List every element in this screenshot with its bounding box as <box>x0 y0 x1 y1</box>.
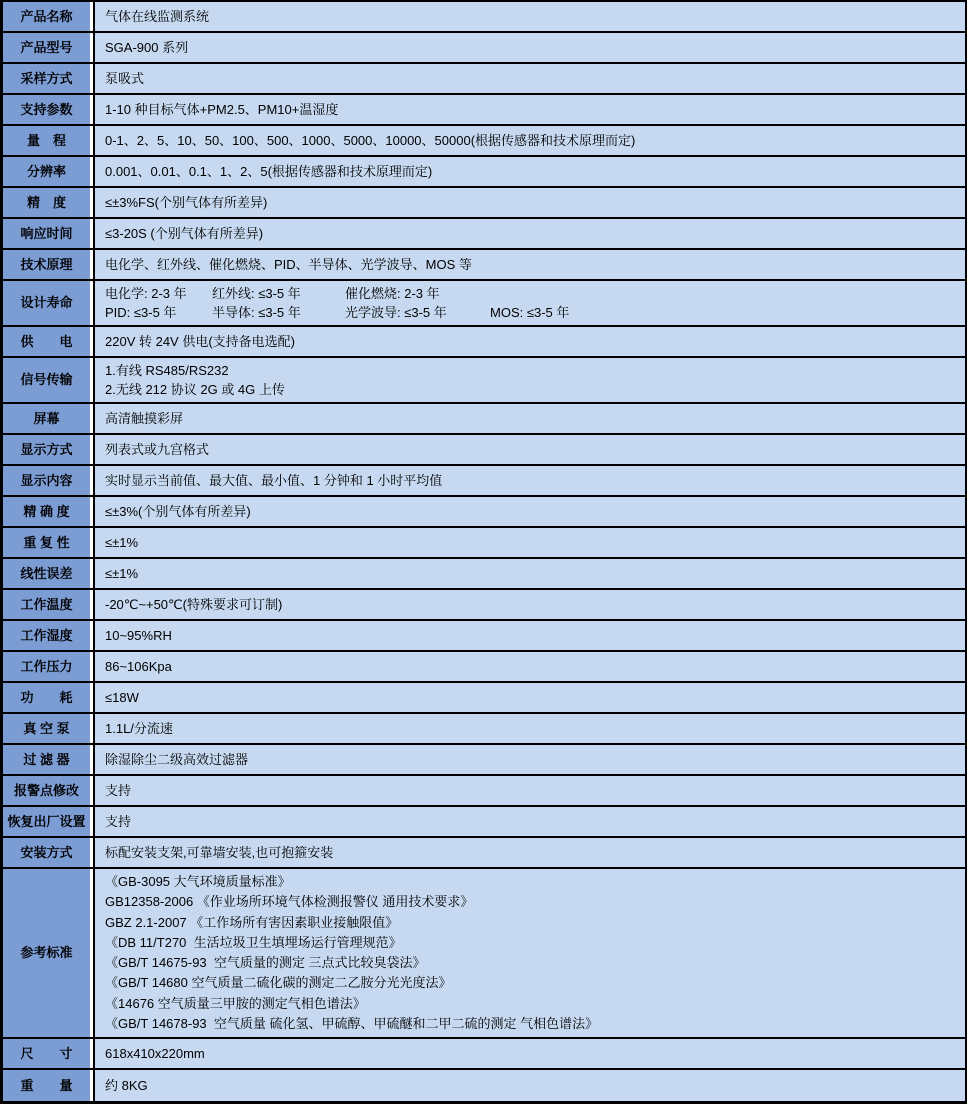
row-label: 重 量 <box>3 1070 93 1101</box>
row-label: 真 空 泵 <box>3 714 93 743</box>
table-row <box>3 157 965 188</box>
value-segment: 标配安装支架,可靠墙安装,也可抱箍安装 <box>105 845 334 860</box>
value-line <box>105 7 959 26</box>
value-segment: 《DB 11/T270 生活垃圾卫生填埋场运行管理规范》 <box>105 934 402 950</box>
row-value <box>93 683 965 712</box>
value-line <box>105 440 959 459</box>
value-line <box>105 719 959 738</box>
value-line <box>105 750 959 769</box>
row-value <box>93 528 965 557</box>
row-label: 精 确 度 <box>3 497 93 526</box>
row-label: 技术原理 <box>3 250 93 279</box>
table-row <box>3 683 965 714</box>
row-value <box>93 219 965 248</box>
value-line <box>105 933 959 953</box>
table-row <box>3 652 965 683</box>
row-label: 工作湿度 <box>3 621 93 650</box>
value-line <box>105 38 959 57</box>
value-segment: 泵吸式 <box>105 71 145 86</box>
row-value <box>93 559 965 588</box>
row-value <box>93 95 965 124</box>
value-line <box>105 193 959 212</box>
value-line <box>105 872 959 892</box>
value-line <box>105 380 959 399</box>
row-value <box>93 188 965 217</box>
value-segment: -20℃~+50℃(特殊要求可订制) <box>105 597 283 612</box>
row-label: 显示方式 <box>3 435 93 464</box>
value-line <box>105 913 959 933</box>
value-line <box>105 284 959 303</box>
row-value <box>93 2 965 31</box>
value-segment: 86~106Kpa <box>105 659 172 674</box>
table-row <box>3 33 965 64</box>
value-segment: 高清触摸彩屏 <box>105 411 184 426</box>
value-segment: 《GB/T 14675-93 空气质量的测定 三点式比较臭袋法》 <box>105 955 426 971</box>
value-line <box>105 843 959 862</box>
table-row <box>3 219 965 250</box>
value-segment: ≤±3%(个别气体有所差异) <box>105 504 251 519</box>
row-label: 屏幕 <box>3 404 93 433</box>
value-segment: 支持 <box>105 783 132 798</box>
value-line <box>105 626 959 645</box>
value-segment: 《GB-3095 大气环境质量标准》 <box>105 874 291 889</box>
row-value <box>93 497 965 526</box>
row-label: 设计寿命 <box>3 281 93 325</box>
value-line <box>105 1076 959 1095</box>
row-label: 响应时间 <box>3 219 93 248</box>
value-line <box>105 953 959 973</box>
table-row <box>3 776 965 807</box>
row-label: 显示内容 <box>3 466 93 495</box>
row-value <box>93 64 965 93</box>
value-line <box>105 409 959 428</box>
table-row <box>3 590 965 621</box>
value-segment: SGA-900 系列 <box>105 40 189 55</box>
value-segment: 2.无线 212 协议 2G 或 4G 上传 <box>105 382 285 397</box>
row-label: 恢复出厂设置 <box>3 807 93 836</box>
table-row <box>3 95 965 126</box>
value-line <box>105 595 959 614</box>
value-segment: MOS: ≤3-5 年 <box>490 305 570 320</box>
value-line <box>105 892 959 912</box>
value-segment: 电化学、红外线、催化燃烧、PID、半导体、光学波导、MOS 等 <box>105 257 472 272</box>
row-value <box>93 590 965 619</box>
value-line <box>105 162 959 181</box>
row-value <box>93 157 965 186</box>
row-label: 分辨率 <box>3 157 93 186</box>
value-line <box>105 502 959 521</box>
value-segment: ≤±1% <box>105 535 139 550</box>
row-label: 尺 寸 <box>3 1039 93 1068</box>
table-row <box>3 466 965 497</box>
row-label: 工作温度 <box>3 590 93 619</box>
value-segment: 1-10 种目标气体+PM2.5、PM10+温湿度 <box>105 102 339 117</box>
value-line <box>105 332 959 351</box>
value-segment: ≤±3%FS(个别气体有所差异) <box>105 195 268 210</box>
row-label: 功 耗 <box>3 683 93 712</box>
table-row <box>3 327 965 358</box>
row-label: 支持参数 <box>3 95 93 124</box>
table-row <box>3 745 965 776</box>
value-segment: ≤18W <box>105 690 139 705</box>
row-value <box>93 126 965 155</box>
row-value <box>93 327 965 356</box>
row-value <box>93 807 965 836</box>
value-line <box>105 781 959 800</box>
value-segment: 0-1、2、5、10、50、100、500、1000、5000、10000、50000(根据传感器和技术原理而定) <box>105 133 636 148</box>
row-value <box>93 466 965 495</box>
value-segment: ≤3-20S (个别气体有所差异) <box>105 226 264 241</box>
table-row <box>3 714 965 745</box>
value-segment: 1.1L/分流速 <box>105 721 173 736</box>
value-segment: 0.001、0.01、0.1、1、2、5(根据传感器和技术原理而定) <box>105 164 433 179</box>
row-label: 产品型号 <box>3 33 93 62</box>
table-row <box>3 869 965 1039</box>
value-segment: 支持 <box>105 814 132 829</box>
row-value <box>93 33 965 62</box>
value-segment: 《GB/T 14678-93 空气质量 硫化氢、甲硫醇、甲硫醚和二甲二硫的测定 气相色谱法》 <box>105 1016 599 1032</box>
row-label: 报警点修改 <box>3 776 93 805</box>
value-line <box>105 1014 959 1034</box>
row-value <box>93 1039 965 1068</box>
value-segment: GBZ 2.1-2007 《工作场所有害因素职业接触限值》 <box>105 914 399 930</box>
table-row <box>3 559 965 590</box>
table-row <box>3 497 965 528</box>
value-segment: 《GB/T 14680 空气质量二硫化碳的测定二乙胺分光光度法》 <box>105 975 452 991</box>
row-label: 安装方式 <box>3 838 93 867</box>
row-value <box>93 621 965 650</box>
table-row <box>3 1070 965 1101</box>
table-row <box>3 528 965 559</box>
table-row <box>3 838 965 869</box>
table-row <box>3 807 965 838</box>
value-line <box>105 533 959 552</box>
row-value <box>93 404 965 433</box>
value-line <box>105 303 959 322</box>
value-segment: 红外线: ≤3-5 年 <box>212 286 301 301</box>
row-label: 参考标准 <box>3 869 93 1037</box>
value-line <box>105 1044 959 1063</box>
table-row <box>3 358 965 404</box>
table-row <box>3 126 965 157</box>
value-line <box>105 994 959 1014</box>
value-line <box>105 131 959 150</box>
value-segment: 618x410x220mm <box>105 1046 205 1062</box>
row-value <box>93 250 965 279</box>
value-line <box>105 255 959 274</box>
row-label: 量 程 <box>3 126 93 155</box>
value-segment: PID: ≤3-5 年 <box>105 305 177 320</box>
table-row <box>3 250 965 281</box>
value-segment: 220V 转 24V 供电(支持备电选配) <box>105 334 295 349</box>
value-segment: 电化学: 2-3 年 <box>105 286 187 301</box>
table-row <box>3 188 965 219</box>
row-label: 产品名称 <box>3 2 93 31</box>
table-row <box>3 281 965 327</box>
value-segment: 半导体: ≤3-5 年 <box>212 305 301 320</box>
value-line <box>105 812 959 831</box>
row-value <box>93 435 965 464</box>
value-segment: 实时显示当前值、最大值、最小值、1 分钟和 1 小时平均值 <box>105 473 443 488</box>
row-value <box>93 652 965 681</box>
value-line <box>105 100 959 119</box>
table-row <box>3 64 965 95</box>
table-row <box>3 404 965 435</box>
row-label: 采样方式 <box>3 64 93 93</box>
table-row <box>3 1039 965 1070</box>
row-label: 过 滤 器 <box>3 745 93 774</box>
value-segment: 列表式或九宫格式 <box>105 442 210 457</box>
row-label: 重 复 性 <box>3 528 93 557</box>
value-line <box>105 564 959 583</box>
value-line <box>105 471 959 490</box>
value-line <box>105 657 959 676</box>
table-row <box>3 435 965 466</box>
value-segment: 催化燃烧: 2-3 年 <box>345 286 440 301</box>
row-label: 工作压力 <box>3 652 93 681</box>
value-line <box>105 224 959 243</box>
value-segment: GB12358-2006 《作业场所环境气体检测报警仪 通用技术要求》 <box>105 894 474 910</box>
row-label: 线性误差 <box>3 559 93 588</box>
value-segment: 约 8KG <box>105 1078 148 1094</box>
row-label: 精 度 <box>3 188 93 217</box>
row-value <box>93 838 965 867</box>
table-row <box>3 621 965 652</box>
row-value <box>93 776 965 805</box>
row-value <box>93 869 965 1037</box>
value-line <box>105 973 959 993</box>
row-label: 信号传输 <box>3 358 93 402</box>
value-line <box>105 69 959 88</box>
row-value <box>93 745 965 774</box>
value-segment: 10~95%RH <box>105 628 172 643</box>
table-row <box>3 2 965 33</box>
value-line <box>105 361 959 380</box>
row-label: 供 电 <box>3 327 93 356</box>
value-segment: ≤±1% <box>105 566 139 581</box>
row-value <box>93 714 965 743</box>
value-segment: 光学波导: ≤3-5 年 <box>345 305 447 320</box>
row-value <box>93 358 965 402</box>
value-segment: 气体在线监测系统 <box>105 9 210 24</box>
row-value <box>93 281 965 325</box>
value-segment: 除湿除尘二级高效过滤器 <box>105 752 249 767</box>
value-segment: 1.有线 RS485/RS232 <box>105 363 229 378</box>
value-segment: 《14676 空气质量三甲胺的测定气相色谱法》 <box>105 995 366 1011</box>
value-line <box>105 688 959 707</box>
row-value <box>93 1070 965 1101</box>
